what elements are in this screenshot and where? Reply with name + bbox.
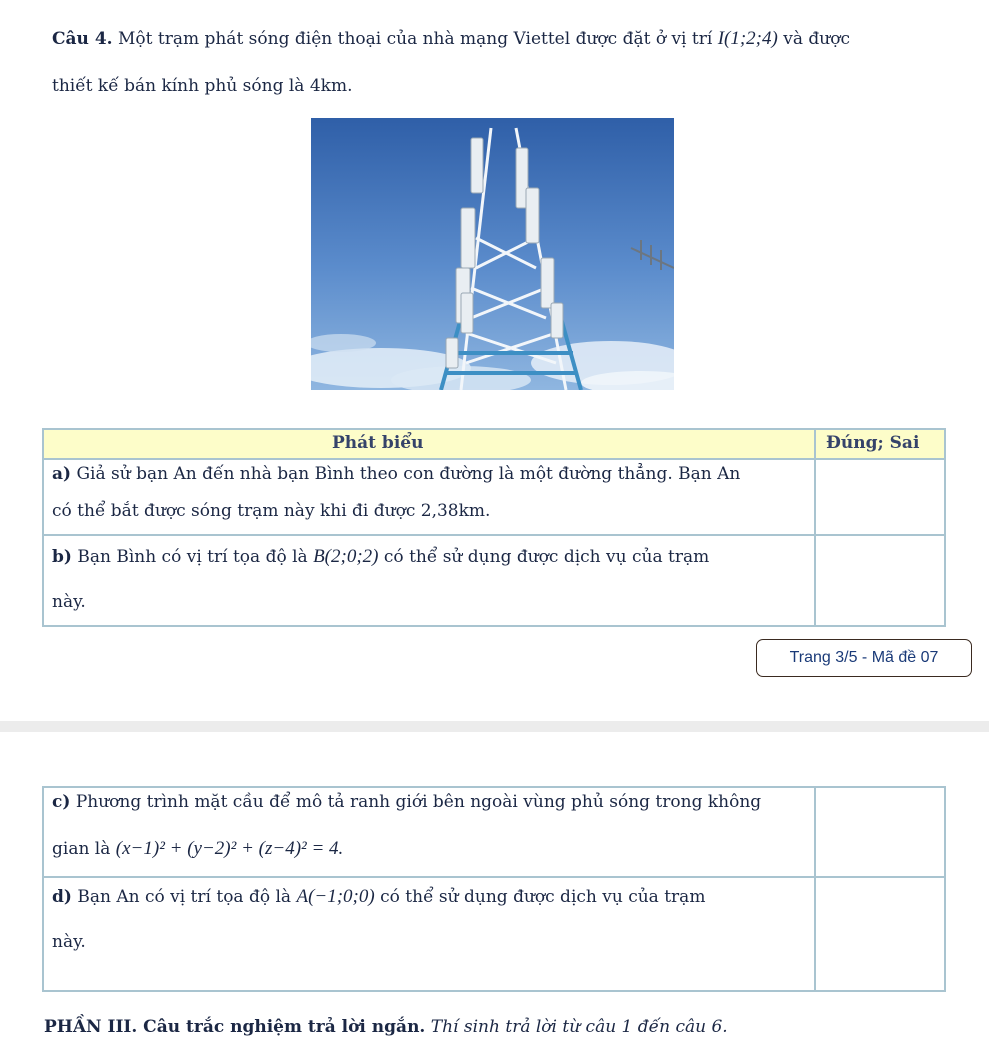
statement-b-line2: này. [52,592,86,612]
sphere-equation: (x−1)² + (y−2)² + (z−4)² = 4. [115,838,344,859]
statement-a-line1: a) Giả sử bạn An đến nhà bạn Bình theo con đường là một đường thẳng. Bạn An [52,464,741,484]
table-header-row [44,430,944,458]
header-statement: Phát biểu [332,433,424,453]
answer-cell-d[interactable] [816,878,944,990]
header-answer: Đúng; Sai [826,433,920,453]
cell-tower-photo [311,118,674,390]
statement-c-line1: c) Phương trình mặt cầu để mô tả ranh giới bên ngoài vùng phủ sóng trong không [52,792,762,812]
answer-cell-c[interactable] [816,788,944,874]
point-a: A(−1;0;0) [296,886,375,907]
statements-table-page1 [42,428,946,627]
answer-cell-a[interactable] [816,460,944,532]
question-line-2: thiết kế bán kính phủ sóng là 4km. [52,76,353,96]
point-b: B(2;0;2) [313,546,379,567]
statement-d-line1: d) Bạn An có vị trí tọa độ là A(−1;0;0) có thể sử dụng được dịch vụ của trạm [52,886,706,907]
question-text-end: và được [783,29,850,49]
question-text: Một trạm phát sóng điện thoại của nhà mạng Viettel được đặt ở vị trí [117,29,713,49]
statement-c-line2: gian là (x−1)² + (y−2)² + (z−4)² = 4. [52,838,344,859]
part-iii-heading: PHẦN III. Câu trắc nghiệm trả lời ngắn. Thí sinh trả lời từ câu 1 đến câu 6. [44,1017,728,1037]
statement-a-line2: có thể bắt được sóng trạm này khi đi được 2,38km. [52,501,491,521]
page-separator [0,721,989,732]
statement-b-line1: b) Bạn Bình có vị trí tọa độ là B(2;0;2) có thể sử dụng được dịch vụ của trạm [52,546,710,567]
question-label: Câu 4. [52,29,113,49]
page-number-tag: Trang 3/5 - Mã đề 07 [756,639,972,677]
answer-cell-b[interactable] [816,536,944,625]
question-line-1 [52,28,850,50]
statement-d-line2: này. [52,932,86,952]
station-point: I(1;2;4) [717,28,778,49]
statements-table-page2 [42,786,946,992]
